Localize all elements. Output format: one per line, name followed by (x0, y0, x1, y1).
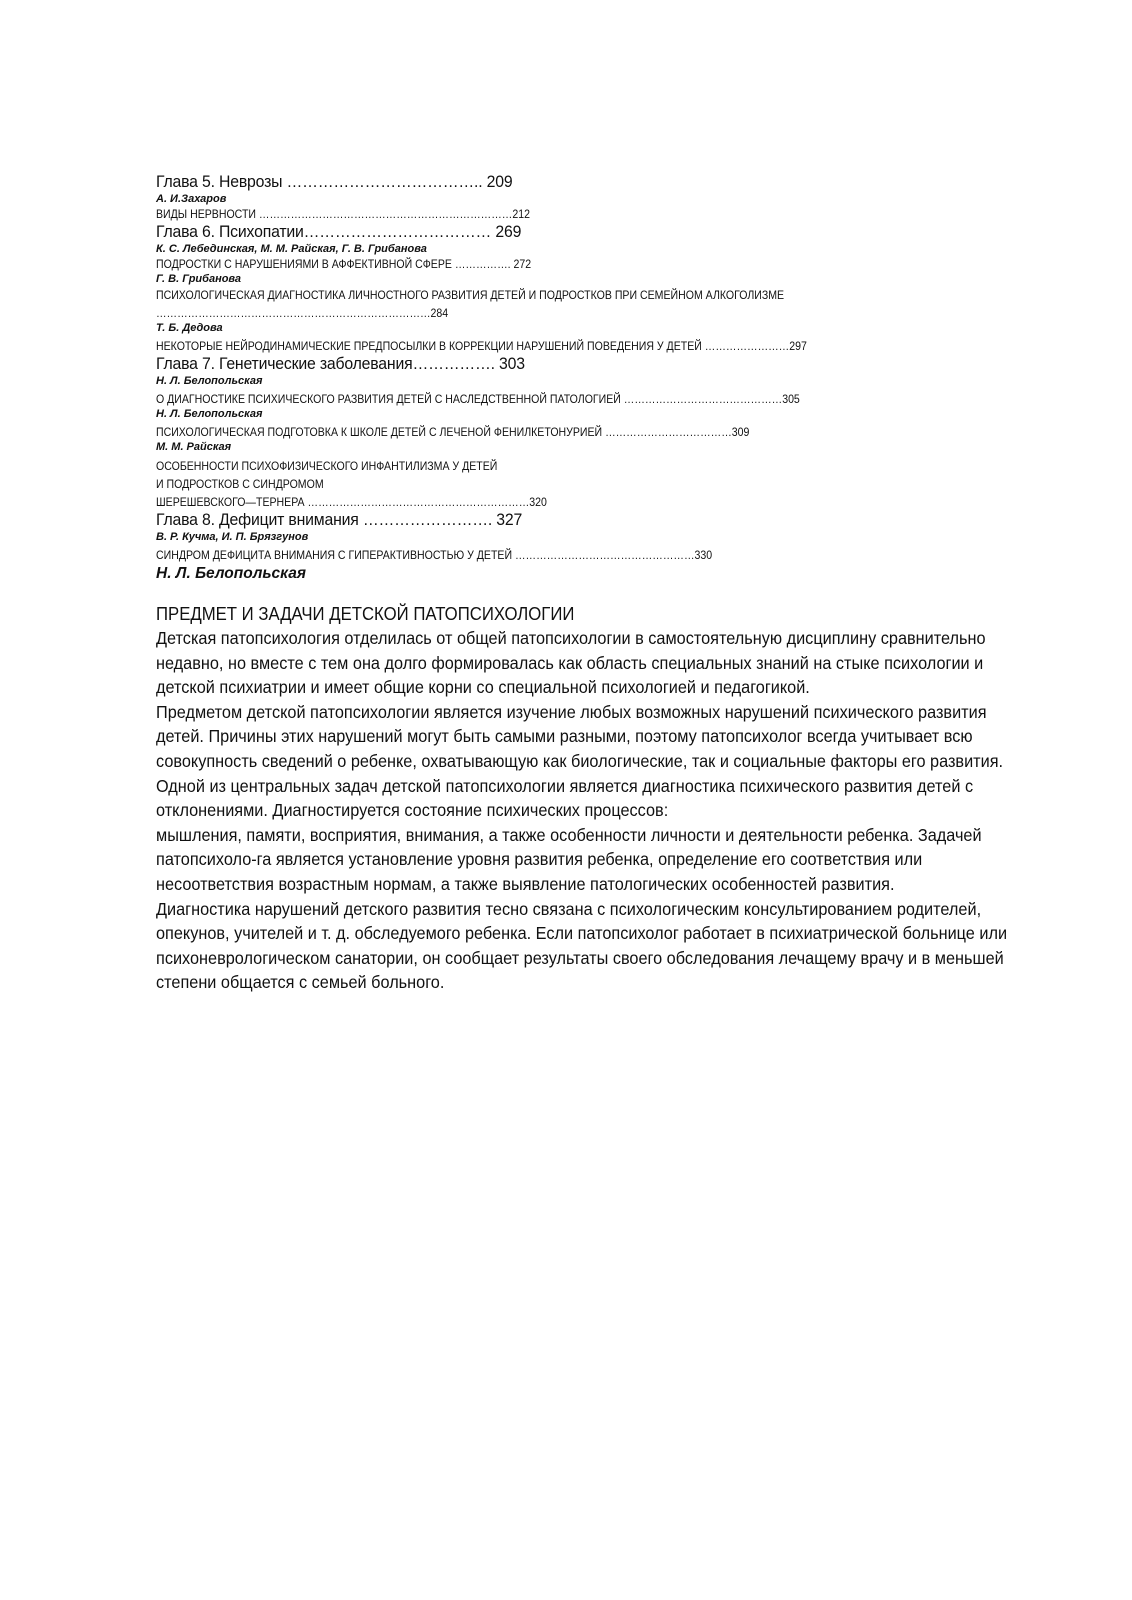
article (156, 564, 1036, 995)
toc-entry: ОСОБЕННОСТИ ПСИХОФИЗИЧЕСКОГО ИНФАНТИЛИЗМА У ДЕТЕЙ (156, 459, 498, 473)
table-of-contents (156, 172, 1036, 563)
paragraph: Одной из центральных задач детской патопсихологии является диагностика психического развития детей с отклонениями. Диагностируется состояние психических процессов: (156, 775, 974, 821)
toc-entry: ВИДЫ НЕРВНОСТИ ………………………………………………………………212 (156, 207, 530, 221)
toc-entry: ШЕРЕШЕВСКОГО—ТЕРНЕРА ………………………………………………………320 (156, 495, 547, 509)
toc-author: В. Р. Кучма, И. П. Брязгунов (156, 531, 309, 543)
toc-chapter: Глава 7. Генетические заболевания……………. 303 (156, 354, 525, 373)
toc-author: М. М. Райская (156, 441, 232, 453)
toc-entry: ПОДРОСТКИ С НАРУШЕНИЯМИ В АФФЕКТИВНОЙ СФЕРЕ ……………. 272 (156, 257, 532, 271)
paragraph: Предметом детской патопсихологии является изучение любых возможных нарушений психического развития детей. Причины этих нарушений могут быть самыми разными, поэтому патопсихолог всегда учитывает всю совокупность сведений о ребенке, охватывающую как биологические, так и социальные факторы его развития. (156, 701, 1004, 771)
document-page (156, 172, 1036, 995)
toc-entry: ……………………………………………………………………284 (156, 306, 449, 320)
toc-chapter: Глава 5. Неврозы ……………………………….. 209 (156, 172, 513, 191)
article-author: Н. Л. Белопольская (156, 565, 306, 582)
toc-chapter: Глава 8. Дефицит внимания ……………………. 327 (156, 510, 523, 529)
paragraph: мышления, памяти, восприятия, внимания, а также особенности личности и деятельности ребенка. Задачей патопсихоло-га является установление уровня развития ребенка, определение его соответствия или несоответствия возрастным нормам, а также выявление патологических особенностей развития. (156, 824, 982, 894)
toc-author: Т. Б. Дедова (156, 322, 223, 334)
toc-chapter: Глава 6. Психопатии……………………………… 269 (156, 222, 522, 241)
article-title: ПРЕДМЕТ И ЗАДАЧИ ДЕТСКОЙ ПАТОПСИХОЛОГИИ (156, 604, 575, 624)
toc-entry: О ДИАГНОСТИКЕ ПСИХИЧЕСКОГО РАЗВИТИЯ ДЕТЕЙ С НАСЛЕДСТВЕННОЙ ПАТОЛОГИЕЙ ………………………………………305 (156, 392, 800, 406)
toc-entry: НЕКОТОРЫЕ НЕЙРОДИНАМИЧЕСКИЕ ПРЕДПОСЫЛКИ В КОРРЕКЦИИ НАРУШЕНИЙ ПОВЕДЕНИЯ У ДЕТЕЙ ……………………297 (156, 339, 807, 353)
toc-entry: ПСИХОЛОГИЧЕСКАЯ ПОДГОТОВКА К ШКОЛЕ ДЕТЕЙ С ЛЕЧЕНОЙ ФЕНИЛКЕТОНУРИЕЙ ………………………………309 (156, 425, 750, 439)
paragraph: Диагностика нарушений детского развития тесно связана с психологическим консультированием родителей, опекунов, учителей и т. д. обследуемого ребенка. Если патопсихолог работает в психиатрической больнице или психоневрологическом санатории, он сообщает результаты своего обследования лечащему врачу и в меньшей степени общается с семьей больного. (156, 898, 1008, 993)
toc-entry: СИНДРОМ ДЕФИЦИТА ВНИМАНИЯ С ГИПЕРАКТИВНОСТЬЮ У ДЕТЕЙ ……………………………………………330 (156, 548, 713, 562)
toc-author: Н. Л. Белопольская (156, 375, 263, 387)
toc-author: Н. Л. Белопольская (156, 408, 263, 420)
toc-author: Г. В. Грибанова (156, 273, 242, 285)
paragraph: Детская патопсихология отделилась от общей патопсихологии в самостоятельную дисциплину сравнительно недавно, но вместе с тем она долго формировалась как область специальных знаний на стыке психологии и детской психиатрии и имеет общие корни со специальной психологией и педагогикой. (156, 628, 986, 698)
toc-entry: И ПОДРОСТКОВ С СИНДРОМОМ (156, 477, 324, 491)
toc-author: А. И.Захаров (156, 193, 227, 205)
toc-entry: ПСИХОЛОГИЧЕСКАЯ ДИАГНОСТИКА ЛИЧНОСТНОГО РАЗВИТИЯ ДЕТЕЙ И ПОДРОСТКОВ ПРИ СЕМЕЙНОМ АЛКОГОЛИЗМЕ (156, 288, 785, 302)
toc-author: К. С. Лебединская, М. М. Райская, Г. В. Грибанова (156, 243, 427, 255)
